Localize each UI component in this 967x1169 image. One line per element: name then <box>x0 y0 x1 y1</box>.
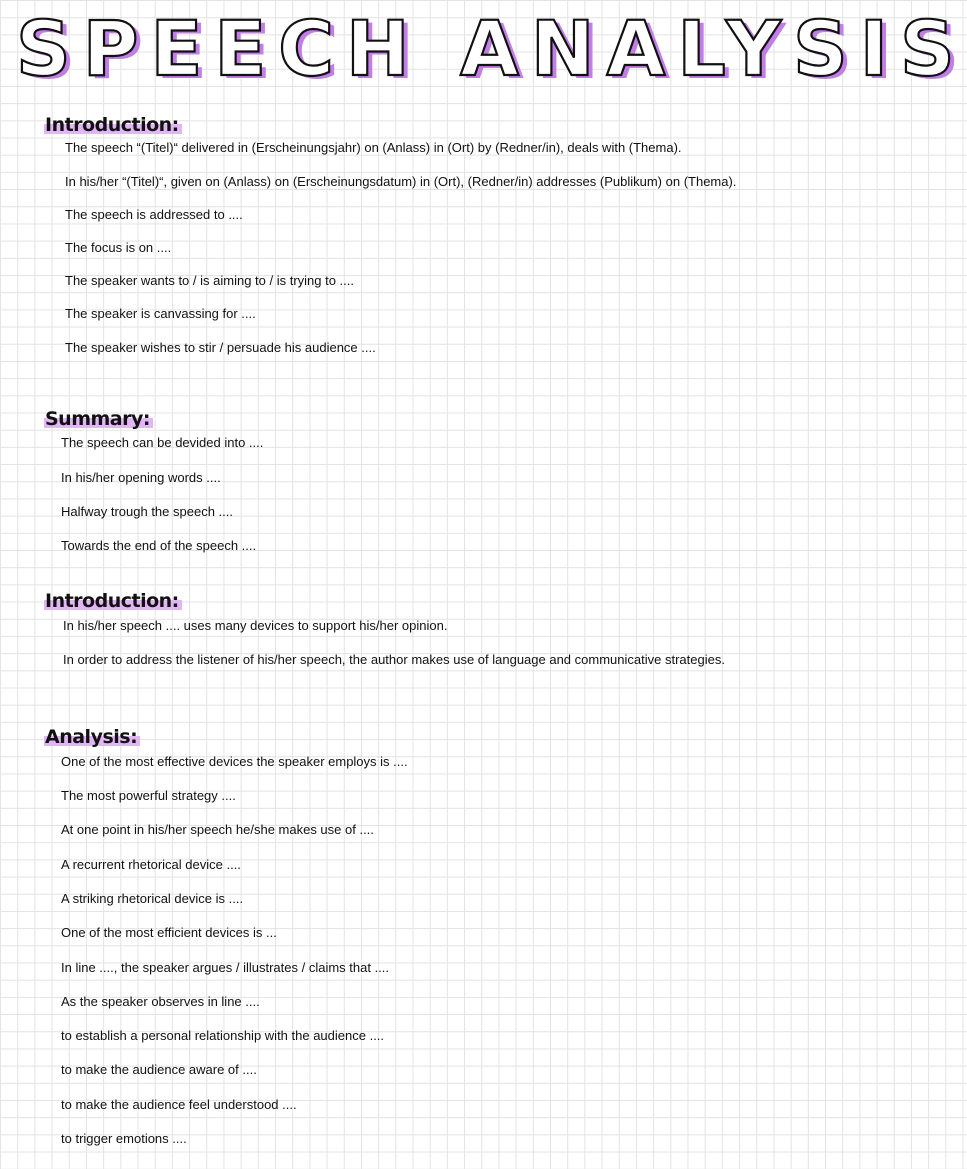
section-heading-analysis <box>44 725 140 749</box>
phrase-line: In his/her speech .... uses many devices to support his/her opinion. <box>63 618 448 633</box>
heading-label: Analysis: <box>44 726 140 748</box>
heading-label: Introduction: <box>44 590 182 612</box>
phrase-line: At one point in his/her speech he/she makes use of .... <box>61 822 374 837</box>
phrase-line: In order to address the listener of his/her speech, the author makes use of language and communicative strategies. <box>63 652 725 667</box>
heading-label: Introduction: <box>44 114 182 136</box>
phrase-line: to trigger emotions .... <box>61 1131 187 1146</box>
phrase-line: In his/her “(Titel)“, given on (Anlass) on (Erscheinungsdatum) in (Ort), (Redner/in) addresses (Publikum) on (Thema). <box>65 174 737 189</box>
page-title: SPEECH ANALYSIS <box>16 4 967 93</box>
phrase-line: Halfway trough the speech .... <box>61 504 233 519</box>
phrase-line: One of the most efficient devices is ... <box>61 925 277 940</box>
phrase-line: The speech is addressed to .... <box>65 207 243 222</box>
phrase-line: to make the audience feel understood .... <box>61 1097 297 1112</box>
phrase-line: to establish a personal relationship with the audience .... <box>61 1028 385 1043</box>
phrase-line: The speech can be devided into .... <box>61 435 264 450</box>
phrase-line: A striking rhetorical device is .... <box>61 891 244 906</box>
phrase-line: The speaker wants to / is aiming to / is trying to .... <box>65 273 355 288</box>
phrase-line: A recurrent rhetorical device .... <box>61 857 241 872</box>
phrase-line: The most powerful strategy .... <box>61 788 236 803</box>
phrase-line: One of the most effective devices the speaker employs is .... <box>61 754 408 769</box>
heading-label: Summary: <box>44 408 153 430</box>
phrase-line: As the speaker observes in line .... <box>61 994 260 1009</box>
section-heading-introduction <box>44 113 182 137</box>
phrase-line: to make the audience aware of .... <box>61 1062 257 1077</box>
phrase-line: The speaker wishes to stir / persuade his audience .... <box>65 340 376 355</box>
phrase-line: Towards the end of the speech .... <box>61 538 257 553</box>
phrase-line: In line ...., the speaker argues / illustrates / claims that .... <box>61 960 390 975</box>
section-heading-introduction-2 <box>44 589 182 613</box>
phrase-line: The speech “(Titel)“ delivered in (Erscheinungsjahr) on (Anlass) in (Ort) by (Redner/in), deals with (Thema). <box>65 140 682 155</box>
section-heading-summary <box>44 407 153 431</box>
phrase-line: The speaker is canvassing for .... <box>65 306 256 321</box>
phrase-line: The focus is on .... <box>65 240 172 255</box>
phrase-line: In his/her opening words .... <box>61 470 221 485</box>
